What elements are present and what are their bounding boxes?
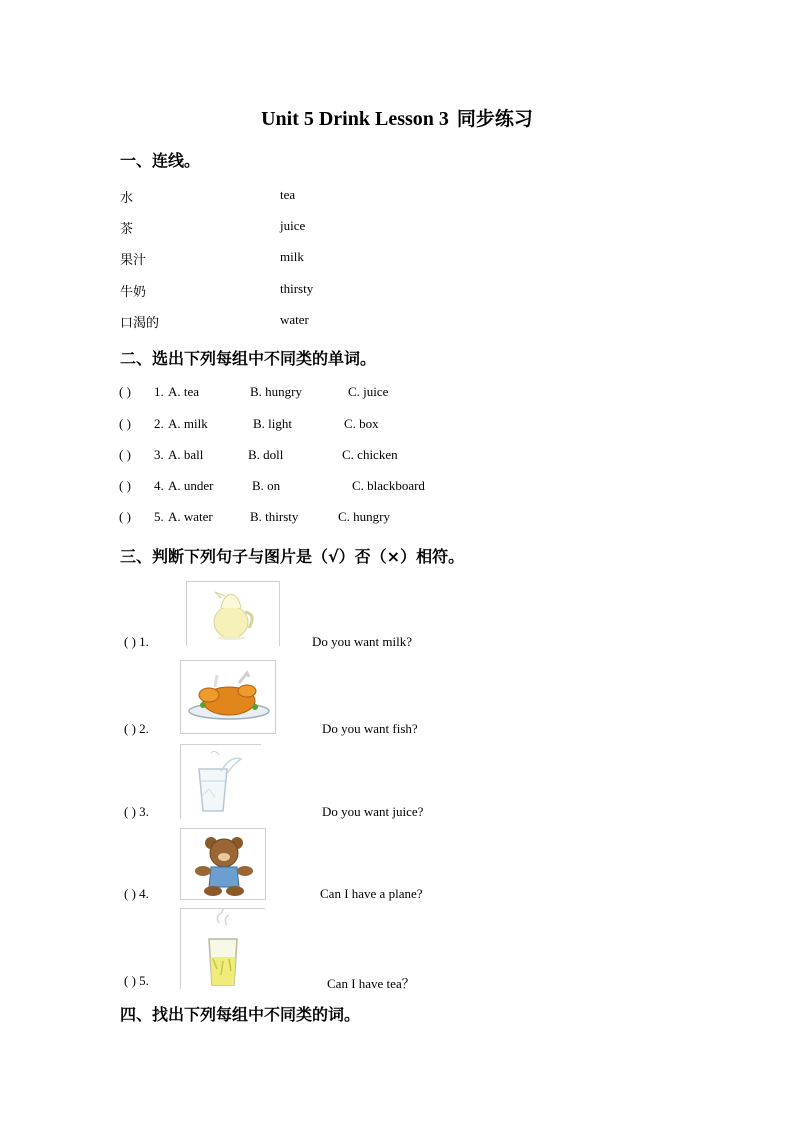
answer-blank[interactable]: ( ) <box>119 416 131 431</box>
option-c: C. hungry <box>338 509 390 524</box>
teddy-bear-icon <box>180 828 266 900</box>
answer-blank[interactable]: ( ) 3. <box>124 804 149 819</box>
question-number: 1. <box>154 384 164 399</box>
option-a: A. tea <box>168 384 200 399</box>
match-left-item: 茶 <box>120 222 134 237</box>
question-sentence: Can I have a plane? <box>320 886 423 901</box>
tea-glass-icon <box>180 908 265 989</box>
answer-blank[interactable]: ( ) 4. <box>124 886 149 901</box>
question-number: 2. <box>154 416 164 431</box>
section3-heading: 三、判断下列句子与图片是（√）否（×）相符。 <box>120 547 465 566</box>
option-c: C. juice <box>348 384 389 399</box>
match-left-item: 果汁 <box>120 253 147 268</box>
question-number: 3. <box>154 447 164 462</box>
section1-heading: 一、连线。 <box>120 151 201 170</box>
question-sentence: Do you want milk? <box>312 634 413 649</box>
option-b: B. doll <box>248 447 284 462</box>
option-b: B. hungry <box>250 384 302 399</box>
option-a: A. water <box>168 509 213 524</box>
option-c: C. blackboard <box>352 478 425 493</box>
answer-blank[interactable]: ( ) <box>119 384 131 399</box>
title-english: Unit 5 Drink Lesson 3 <box>261 108 449 130</box>
match-right-item: milk <box>280 249 304 264</box>
match-right-item: tea <box>280 187 296 202</box>
option-a: A. under <box>168 478 214 493</box>
match-left-item: 口渴的 <box>120 316 160 331</box>
question-sentence: Do you want juice? <box>322 804 424 819</box>
question-number: 5. <box>154 509 164 524</box>
option-b: B. on <box>252 478 281 493</box>
question-sentence: Can I have tea？ <box>327 976 415 991</box>
answer-blank[interactable]: ( ) <box>119 509 131 524</box>
section4-heading: 四、找出下列每组中不同类的词。 <box>120 1005 361 1024</box>
question-number: 4. <box>154 478 164 493</box>
answer-blank[interactable]: ( ) 2. <box>124 721 149 736</box>
answer-blank[interactable]: ( ) <box>119 478 131 493</box>
option-a: A. ball <box>168 447 204 462</box>
answer-blank[interactable]: ( ) <box>119 447 131 462</box>
match-right-item: water <box>280 312 309 327</box>
match-right-item: thirsty <box>280 281 314 296</box>
option-b: B. thirsty <box>250 509 299 524</box>
option-c: C. chicken <box>342 447 398 462</box>
answer-blank[interactable]: ( ) 5. <box>124 973 149 988</box>
option-b: B. light <box>253 416 293 431</box>
page-title <box>0 104 794 131</box>
roast-chicken-icon <box>180 660 276 734</box>
title-chinese: 同步练习 <box>456 108 533 130</box>
option-c: C. box <box>344 416 379 431</box>
answer-blank[interactable]: ( ) 1. <box>124 634 149 649</box>
match-right-item: juice <box>280 218 306 233</box>
option-a: A. milk <box>168 416 208 431</box>
water-glass-icon <box>180 744 261 819</box>
milk-pitcher-icon <box>186 581 280 646</box>
match-left-item: 牛奶 <box>120 285 147 300</box>
section2-heading: 二、选出下列每组中不同类的单词。 <box>120 349 377 368</box>
match-left-item: 水 <box>120 191 134 206</box>
question-sentence: Do you want fish? <box>322 721 418 736</box>
